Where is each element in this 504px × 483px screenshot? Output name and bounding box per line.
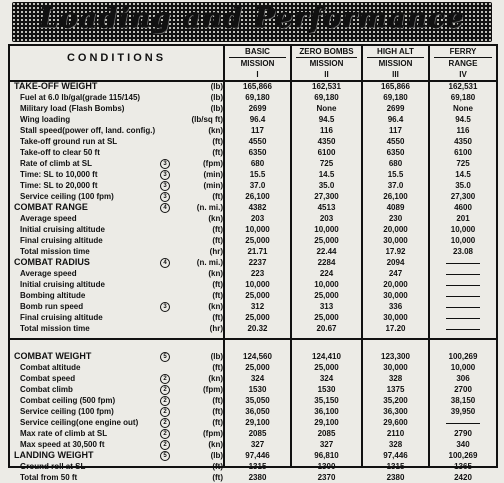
row-unit: (lb) [210, 352, 223, 361]
cell-value: 2790 [454, 429, 472, 438]
note-marker: 4 [160, 258, 170, 268]
cell-value: 2380 [386, 473, 405, 482]
cell-value: 35.0 [455, 181, 471, 190]
cell-value: 20.67 [316, 324, 337, 333]
cell-value: 25,000 [245, 313, 270, 322]
row-unit: (kn) [208, 214, 223, 223]
cell-value: 25,000 [314, 236, 339, 245]
row-unit: (lb) [210, 82, 223, 91]
row-label: Combat climb [20, 385, 73, 394]
empty-value-dash [446, 307, 480, 308]
cell-value: 10,000 [245, 280, 270, 289]
cell-value: 324 [319, 374, 334, 383]
cell-value: 165,866 [243, 82, 272, 91]
cell-value: 96,810 [314, 451, 339, 460]
cell-value: 4350 [454, 137, 472, 146]
cell-value: 29,100 [245, 418, 270, 427]
note-marker: 2 [160, 374, 170, 384]
cell-value: 23.08 [452, 247, 474, 256]
column-number-4: IV [459, 70, 467, 79]
row-label: Combat ceiling (500 fpm) [20, 396, 116, 405]
row-label: Service ceiling(one engine out) [20, 418, 139, 427]
row-label: Combat altitude [20, 363, 81, 372]
row-unit: (n. mi.) [196, 203, 223, 212]
cell-value: 29,600 [383, 418, 408, 427]
table-row [10, 417, 496, 428]
row-label: COMBAT RANGE [14, 202, 88, 212]
section-rule [10, 338, 496, 340]
cell-value: 94.5 [455, 115, 471, 124]
cell-value: 2700 [454, 385, 472, 394]
cell-value: 69,180 [314, 93, 339, 102]
section-heading-row [10, 351, 496, 362]
cell-value: 312 [250, 302, 265, 311]
empty-value-dash [446, 296, 480, 297]
empty-value-dash [446, 274, 480, 275]
column-header-1 [225, 46, 290, 69]
table-row [10, 147, 496, 158]
column-header-4 [430, 46, 496, 69]
cell-value: 35.0 [318, 181, 335, 190]
cell-value: 96.4 [249, 115, 266, 124]
note-marker: 2 [160, 418, 170, 428]
row-unit: (hr) [209, 247, 223, 256]
row-label: Initial cruising altitude [20, 280, 105, 289]
cell-value: 25,000 [314, 313, 339, 322]
cell-value: 313 [319, 302, 334, 311]
section-heading-row [10, 202, 496, 213]
note-marker: 2 [160, 385, 170, 395]
row-unit: (fpm) [203, 429, 223, 438]
cell-value: 15.5 [387, 170, 404, 179]
cell-value: 100,269 [448, 352, 478, 361]
table-row [10, 301, 496, 312]
note-marker: 2 [160, 396, 170, 406]
row-unit: (ft) [212, 280, 223, 289]
row-unit: (kn) [208, 126, 223, 135]
cell-value: 680 [388, 159, 403, 168]
cell-value: 1530 [248, 385, 267, 394]
table-row [10, 428, 496, 439]
cell-value: 2699 [386, 104, 405, 113]
cell-value: 30,000 [383, 291, 408, 300]
cell-value: 25,000 [245, 291, 270, 300]
cell-value: 37.0 [387, 181, 404, 190]
cell-value: 35,050 [245, 396, 270, 405]
cell-value: 97,446 [245, 451, 270, 460]
table-row [10, 384, 496, 395]
table-row [10, 213, 496, 224]
cell-value: 21.71 [247, 247, 268, 256]
cell-value: 29,100 [314, 418, 339, 427]
section-heading-row [10, 257, 496, 268]
column-header-line2: MISSION [296, 57, 357, 69]
cell-value: 20,000 [383, 280, 408, 289]
cell-value: 30,000 [383, 236, 408, 245]
row-unit: (n. mi.) [196, 258, 223, 267]
cell-value: 680 [250, 159, 265, 168]
table-row [10, 362, 496, 373]
table-row [10, 290, 496, 301]
row-label: Rate of climb at SL [20, 159, 93, 168]
row-label: Time: SL to 20,000 ft [20, 181, 98, 190]
row-label: Max speed at 30,500 ft [20, 440, 105, 449]
row-label: Max rate of climb at SL [20, 429, 108, 438]
cell-value: 223 [250, 269, 265, 278]
row-label: Take-off to clear 50 ft [20, 148, 100, 157]
title-banner [12, 2, 492, 42]
table-row [10, 246, 496, 257]
cell-value: 15.5 [249, 170, 266, 179]
cell-value: 247 [388, 269, 403, 278]
cell-value: 124,410 [312, 352, 341, 361]
cell-value: 14.5 [455, 170, 471, 179]
table-row [10, 472, 496, 483]
row-unit: (kn) [208, 269, 223, 278]
row-label: Fuel at 6.0 lb/gal(grade 115/145) [20, 93, 141, 102]
empty-value-dash [446, 285, 480, 286]
cell-value: 30,000 [383, 363, 408, 372]
row-label: Bomb run speed [20, 302, 84, 311]
row-label: Final cruising altitude [20, 236, 103, 245]
table-row [10, 158, 496, 169]
cell-value: 203 [250, 214, 265, 223]
row-unit: (fpm) [203, 385, 223, 394]
cell-value: 6100 [317, 148, 336, 157]
row-label: Take-off ground run at SL [20, 137, 118, 146]
cell-value: 6350 [248, 148, 267, 157]
empty-value-dash [446, 423, 480, 424]
note-marker: 3 [160, 170, 170, 180]
note-marker: 3 [160, 302, 170, 312]
cell-value: 4600 [454, 203, 472, 212]
note-marker: 3 [160, 192, 170, 202]
row-unit: (lb) [210, 451, 223, 460]
performance-table [8, 44, 498, 482]
cell-value: 306 [456, 374, 470, 383]
cell-value: 327 [319, 440, 334, 449]
cell-value: 97,446 [383, 451, 408, 460]
column-number-2: II [324, 70, 329, 79]
cell-value: 69,180 [450, 93, 476, 102]
row-label: Total mission time [20, 247, 90, 256]
row-label: Stall speed(power off, land. config.) [20, 126, 156, 135]
cell-value: 25,000 [245, 363, 270, 372]
row-label: COMBAT WEIGHT [14, 351, 92, 361]
cell-value: 1530 [317, 385, 336, 394]
row-label: Time: SL to 10,000 ft [20, 170, 98, 179]
cell-value: 26,100 [383, 192, 408, 201]
table-row [10, 323, 496, 334]
cell-value: 100,269 [448, 451, 478, 460]
row-label: Final cruising altitude [20, 313, 103, 322]
cell-value: 4089 [386, 203, 405, 212]
empty-value-dash [446, 318, 480, 319]
table-row [10, 169, 496, 180]
cell-value: 328 [388, 440, 403, 449]
row-unit: (ft) [212, 192, 223, 201]
cell-value: 69,180 [383, 93, 408, 102]
section-heading-row [10, 450, 496, 461]
cell-value: 4382 [248, 203, 267, 212]
row-label: Total from 50 ft [20, 473, 78, 482]
row-label: Service ceiling (100 fpm) [20, 407, 114, 416]
cell-value: 22.44 [316, 247, 337, 256]
cell-value: 38,150 [450, 396, 476, 405]
cell-value: 324 [250, 374, 265, 383]
cell-value: 10,000 [245, 225, 270, 234]
row-unit: (ft) [212, 148, 223, 157]
cell-value: 1365 [454, 462, 472, 471]
row-unit: (hr) [209, 324, 223, 333]
cell-value: 2085 [317, 429, 336, 438]
row-label: TAKE-OFF WEIGHT [14, 81, 98, 91]
cell-value: 1375 [386, 385, 405, 394]
row-unit: (ft) [212, 363, 223, 372]
row-label: Service ceiling (100 fpm) [20, 192, 114, 201]
row-unit: (lb/sq ft) [191, 115, 223, 124]
page-title: Loading and Performance [39, 3, 465, 34]
cell-value: 27,300 [314, 192, 339, 201]
cell-value: 1315 [386, 462, 405, 471]
table-row [10, 268, 496, 279]
table-row [10, 92, 496, 103]
row-unit: (ft) [212, 313, 223, 322]
row-unit: (ft) [212, 407, 223, 416]
cell-value: 20,000 [383, 225, 408, 234]
row-unit: (ft) [212, 418, 223, 427]
row-unit: (kn) [208, 440, 223, 449]
row-unit: (ft) [212, 291, 223, 300]
row-label: Average speed [20, 214, 77, 223]
cell-value: 116 [456, 126, 470, 135]
row-unit: (ft) [212, 473, 223, 482]
cell-value: 725 [456, 159, 470, 168]
note-marker: 3 [160, 181, 170, 191]
note-marker: 2 [160, 429, 170, 439]
conditions-header: CONDITIONS [66, 52, 167, 64]
table-row [10, 279, 496, 290]
column-header-2 [292, 46, 361, 69]
row-unit: (kn) [208, 302, 223, 311]
cell-value: 116 [320, 126, 333, 135]
cell-value: 2420 [454, 473, 472, 482]
cell-value: 14.5 [318, 170, 335, 179]
column-header-line1: BASIC [245, 47, 270, 56]
cell-value: 2110 [386, 429, 405, 438]
table-row [10, 191, 496, 202]
cell-value: 39,950 [450, 407, 476, 416]
cell-value: 4350 [317, 137, 336, 146]
cell-value: 37.0 [249, 181, 266, 190]
cell-value: 340 [456, 440, 470, 449]
table-row [10, 103, 496, 114]
cell-value: 1315 [248, 462, 267, 471]
cell-value: 30,000 [383, 313, 408, 322]
cell-value: 26,100 [245, 192, 270, 201]
cell-value: 69,180 [245, 93, 270, 102]
cell-value: 17.92 [385, 247, 406, 256]
column-number-3: III [392, 70, 399, 79]
row-unit: (ft) [212, 396, 223, 405]
cell-value: 117 [389, 126, 402, 135]
cell-value: 327 [250, 440, 265, 449]
row-label: Bombing altitude [20, 291, 86, 300]
cell-value: None [453, 104, 473, 113]
cell-value: 2380 [248, 473, 267, 482]
cell-value: 6100 [454, 148, 472, 157]
row-unit: (ft) [212, 225, 223, 234]
row-label: Average speed [20, 269, 77, 278]
column-header-line2: MISSION [229, 57, 286, 69]
empty-value-dash [446, 263, 480, 264]
note-marker: 5 [160, 352, 170, 362]
cell-value: 36,050 [245, 407, 270, 416]
column-header-line2: MISSION [367, 57, 424, 69]
table-row [10, 114, 496, 125]
table-row [10, 180, 496, 191]
row-unit: (lb) [210, 104, 223, 113]
cell-value: 20.32 [247, 324, 268, 333]
table-row [10, 312, 496, 323]
cell-value: 35,150 [314, 396, 339, 405]
cell-value: 328 [388, 374, 403, 383]
note-marker: 5 [160, 451, 170, 461]
cell-value: None [316, 104, 337, 113]
cell-value: 162,531 [448, 82, 478, 91]
cell-value: 201 [456, 214, 470, 223]
section-heading-row [10, 81, 496, 92]
column-header-line2: RANGE [434, 57, 492, 69]
cell-value: 35,200 [383, 396, 408, 405]
row-label: Initial cruising altitude [20, 225, 105, 234]
note-marker: 2 [160, 440, 170, 450]
table-row [10, 373, 496, 384]
table-row [10, 224, 496, 235]
table-row [10, 235, 496, 246]
column-number-1: I [256, 70, 259, 79]
cell-value: 4550 [386, 137, 405, 146]
cell-value: 2094 [386, 258, 405, 267]
cell-value: 27,300 [450, 192, 476, 201]
row-unit: (fpm) [203, 159, 223, 168]
row-label: LANDING WEIGHT [14, 450, 94, 460]
cell-value: 162,531 [312, 82, 341, 91]
column-header-line1: ZERO BOMBS [299, 47, 354, 56]
row-unit: (lb) [210, 93, 223, 102]
cell-value: 36,300 [383, 407, 408, 416]
cell-value: 2370 [317, 473, 336, 482]
cell-value: 25,000 [314, 363, 339, 372]
cell-value: 10,000 [450, 363, 476, 372]
note-marker: 2 [160, 407, 170, 417]
cell-value: 4513 [317, 203, 336, 212]
cell-value: 117 [251, 126, 264, 135]
cell-value: 203 [319, 214, 334, 223]
cell-value: 36,100 [314, 407, 339, 416]
row-label: Ground roll at SL [20, 462, 86, 471]
row-unit: (min) [203, 170, 223, 179]
row-label: Wing loading [20, 115, 71, 124]
row-label: Combat speed [20, 374, 76, 383]
cell-value: 2699 [248, 104, 267, 113]
cell-value: 224 [319, 269, 334, 278]
cell-value: 6350 [386, 148, 405, 157]
cell-value: 336 [388, 302, 403, 311]
cell-value: 94.5 [318, 115, 335, 124]
row-unit: (kn) [208, 374, 223, 383]
empty-value-dash [446, 329, 480, 330]
cell-value: 10,000 [314, 280, 339, 289]
cell-value: 1300 [317, 462, 336, 471]
column-header-line1: FERRY [449, 47, 477, 56]
cell-value: 123,300 [381, 352, 410, 361]
cell-value: 96.4 [387, 115, 404, 124]
row-label: Military load (Flash Bombs) [20, 104, 125, 113]
cell-value: 124,560 [243, 352, 272, 361]
cell-value: 25,000 [314, 291, 339, 300]
row-label: COMBAT RADIUS [14, 257, 90, 267]
table-row [10, 395, 496, 406]
table-row [10, 406, 496, 417]
row-unit: (min) [203, 181, 223, 190]
cell-value: 2284 [317, 258, 336, 267]
row-unit: (ft) [212, 236, 223, 245]
table-row [10, 125, 496, 136]
table-row [10, 461, 496, 472]
cell-value: 2085 [248, 429, 267, 438]
cell-value: 230 [388, 214, 403, 223]
row-label: Total mission time [20, 324, 90, 333]
cell-value: 10,000 [314, 225, 339, 234]
cell-value: 4550 [248, 137, 267, 146]
cell-value: 165,866 [381, 82, 410, 91]
column-header-line1: HIGH ALT [377, 47, 414, 56]
table-row [10, 439, 496, 450]
cell-value: 25,000 [245, 236, 270, 245]
note-marker: 4 [160, 203, 170, 213]
cell-value: 10,000 [450, 225, 476, 234]
row-unit: (ft) [212, 137, 223, 146]
cell-value: 725 [319, 159, 334, 168]
note-marker: 3 [160, 159, 170, 169]
table-row [10, 136, 496, 147]
cell-value: 10,000 [450, 236, 476, 245]
row-unit: (ft) [212, 462, 223, 471]
cell-value: 2237 [248, 258, 267, 267]
column-header-3 [363, 46, 428, 69]
cell-value: 17.20 [385, 324, 406, 333]
